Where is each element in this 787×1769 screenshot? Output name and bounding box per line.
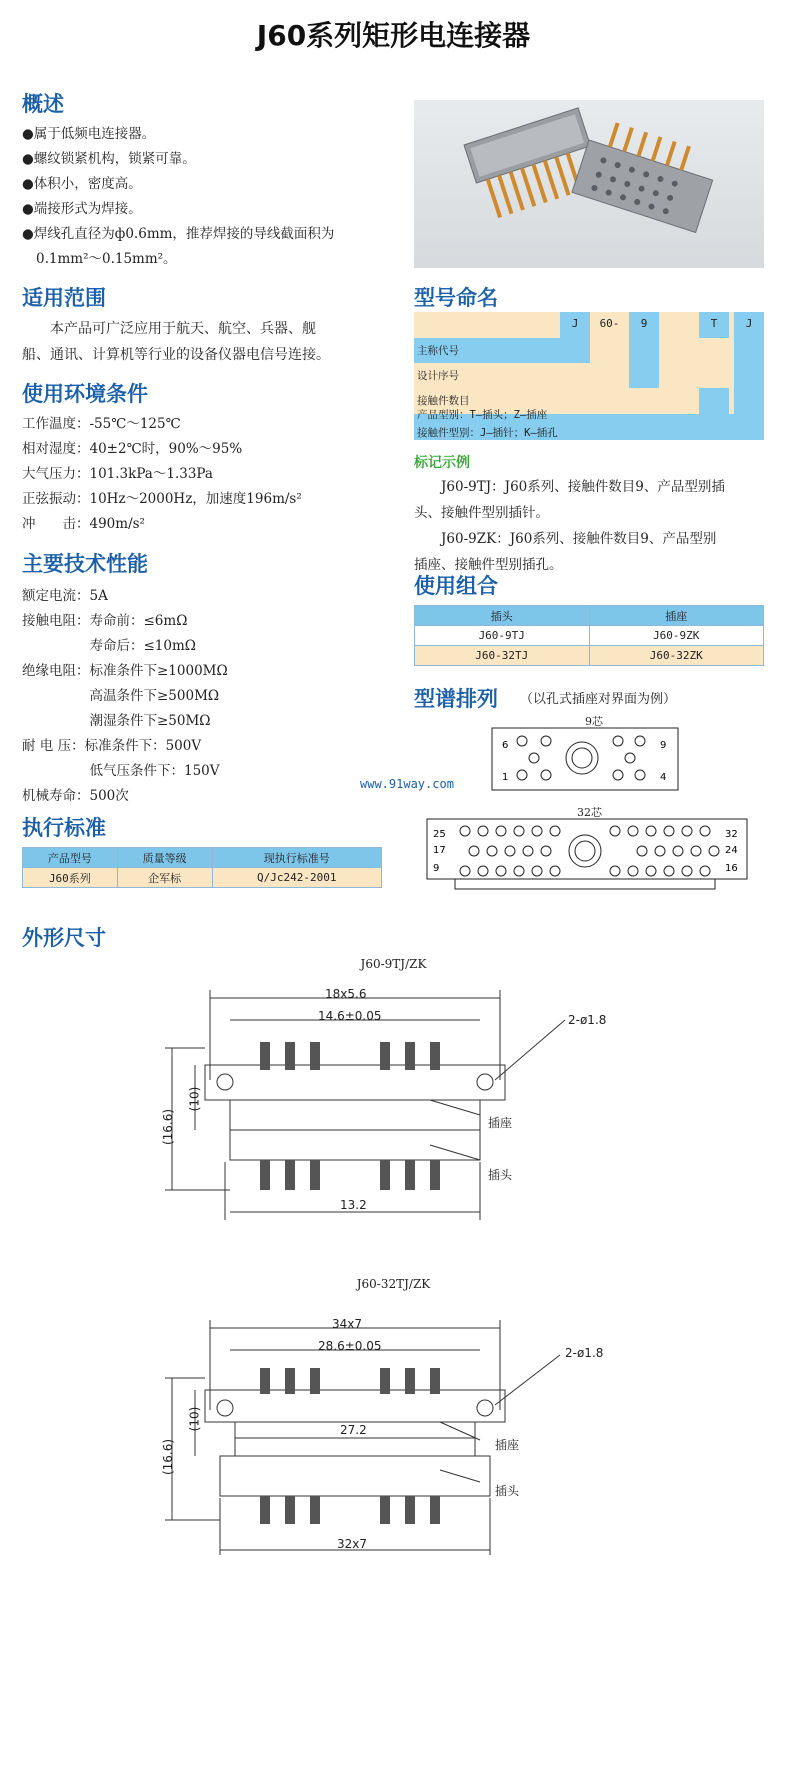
connector-photo-illustration: [414, 100, 764, 268]
pin-hole: [496, 826, 506, 836]
pin-hole: [478, 866, 488, 876]
pin-hole: [550, 826, 560, 836]
example-text: [414, 474, 784, 578]
environment-list: [22, 412, 402, 537]
pin-hole: [664, 826, 674, 836]
pin-hole: [673, 846, 683, 856]
list-item: 正弦振动：10Hz～2000Hz，加速度196m/s²: [22, 491, 302, 507]
svg-text:25: 25: [433, 829, 446, 840]
list-item: 高温条件下≥500MΩ: [22, 688, 220, 704]
pin-hole: [646, 866, 656, 876]
table-cell: J60-32ZK: [589, 646, 764, 666]
list-item: 接触电阻：寿命前：≤6mΩ: [22, 613, 188, 629]
pin-hole: [700, 826, 710, 836]
svg-text:9: 9: [660, 740, 667, 751]
pin-hole: [532, 826, 542, 836]
table-cell: 企军标: [117, 868, 212, 888]
table-cell: J60系列: [23, 868, 118, 888]
table-cell: J60-9TJ: [415, 626, 590, 646]
example-heading: 标记示例: [414, 455, 470, 471]
layout-9-diagram: [490, 726, 680, 792]
naming-code: 9: [640, 317, 648, 330]
naming-code: 60-: [599, 317, 620, 330]
dim2-h2: (16.6): [161, 1438, 176, 1476]
pin-hole: [550, 866, 560, 876]
scope-text: [22, 316, 402, 368]
pin-hole: [628, 866, 638, 876]
layout-label-32: 32芯: [577, 806, 602, 819]
list-item: 冲 击：490m/s²: [22, 516, 145, 532]
pin-hole: [682, 826, 692, 836]
pin-hole: [709, 846, 719, 856]
layout-label-9: 9芯: [585, 715, 603, 728]
scope-heading: 适用范围: [22, 286, 106, 310]
pin-hole: [610, 866, 620, 876]
pin-hole: [496, 866, 506, 876]
pin-hole: [514, 826, 524, 836]
dim1-socket-label: 插座: [488, 1116, 513, 1130]
list-item: 大气压力：101.3kPa～1.33Pa: [22, 466, 213, 482]
svg-text:16: 16: [725, 863, 738, 874]
overview-list: [22, 122, 402, 272]
pin-hole: [646, 826, 656, 836]
list-item: 0.1mm²～0.15mm²。: [36, 251, 177, 267]
example-line: J60-9TJ：J60系列、接触件数目9、产品型别插: [414, 479, 725, 495]
list-item: ●端接形式为焊接。: [22, 201, 142, 217]
pin-hole: [478, 826, 488, 836]
dimensions-heading: 外形尺寸: [22, 926, 106, 950]
list-item: ●焊线孔直径为ф0.6mm，推荐焊接的导线截面积为: [22, 226, 335, 242]
list-item: 低气压条件下：150V: [22, 763, 220, 779]
list-item: 寿命后：≤10mΩ: [22, 638, 196, 654]
naming-heading: 型号命名: [414, 286, 498, 310]
example-line: J60-9ZK：J60系列、接触件数目9、产品型别: [414, 531, 717, 547]
list-item: 绝缘电阻：标准条件下≥1000MΩ: [22, 663, 228, 679]
pin-hole: [691, 846, 701, 856]
layout-32-diagram: [425, 817, 755, 892]
dim2-socket-label: 插座: [495, 1438, 520, 1452]
table-cell: J60-32TJ: [415, 646, 590, 666]
naming-code: T: [710, 317, 718, 330]
naming-diagram: [414, 312, 764, 440]
table-header: 插头: [415, 606, 590, 626]
dim1-h1: (10): [187, 1086, 202, 1112]
example-line: 插座、接触件型别插孔。: [414, 557, 563, 573]
pin-hole: [637, 846, 647, 856]
table-cell: Q/Jc242-2001: [212, 868, 382, 888]
list-item: 耐 电 压：标准条件下：500V: [22, 738, 202, 754]
watermark: www.91way.com: [360, 777, 454, 791]
dim2-plug-label: 插头: [495, 1484, 520, 1498]
table-header: 插座: [589, 606, 764, 626]
dim1-caption: J60-9TJ/ZK: [360, 957, 427, 971]
table-header: 质量等级: [117, 848, 212, 868]
dim2-width: 34x7: [332, 1317, 363, 1331]
table-cell: J60-9ZK: [589, 626, 764, 646]
page-title: J60系列矩形电连接器: [256, 19, 531, 52]
combo-table: [414, 605, 764, 666]
layout-heading: 型谱排列: [414, 687, 498, 711]
list-item: ●属于低频电连接器。: [22, 126, 156, 142]
svg-text:4: 4: [660, 772, 667, 783]
svg-text:32: 32: [725, 829, 738, 840]
dim2-h1: (10): [187, 1406, 202, 1432]
pin-hole: [664, 866, 674, 876]
dim1-holes: 2-ø1.8: [568, 1013, 607, 1027]
example-line: 头、接触件型别插针。: [414, 505, 549, 521]
naming-label: 主称代号: [417, 345, 459, 357]
pin-hole: [532, 866, 542, 876]
pin-hole: [487, 846, 497, 856]
naming-label: 产品型别：T—插头；Z—插座: [417, 409, 548, 421]
pin-hole: [610, 826, 620, 836]
dim1-width: 18x5.6: [325, 987, 367, 1001]
product-photo: [414, 100, 764, 268]
naming-label: 接触件型别：J—插针；K—插孔: [417, 427, 558, 439]
pin-hole: [628, 826, 638, 836]
overview-heading: 概述: [22, 92, 64, 116]
list-item: ●螺纹锁紧机构，锁紧可靠。: [22, 151, 196, 167]
pin-hole: [460, 826, 470, 836]
svg-text:1: 1: [502, 772, 509, 783]
dim2-caption: J60-32TJ/ZK: [356, 1277, 431, 1291]
scope-line: 船、通讯、计算机等行业的设备仪器电信号连接。: [22, 347, 330, 363]
naming-code: J: [745, 317, 753, 330]
naming-label: 接触件数目: [417, 395, 470, 407]
dim2-holes: 2-ø1.8: [565, 1346, 604, 1360]
list-item: 额定电流：5A: [22, 588, 108, 604]
dim2-base: 32x7: [337, 1537, 368, 1551]
performance-list: [22, 584, 402, 809]
pin-hole: [541, 846, 551, 856]
list-item: 工作温度：-55℃～125℃: [22, 416, 181, 432]
svg-text:17: 17: [433, 845, 446, 856]
table-header: 现执行标准号: [212, 848, 382, 868]
layout-note: （以孔式插座对界面为例）: [520, 692, 677, 707]
dim1-plug-label: 插头: [488, 1168, 513, 1182]
dim1-base: 13.2: [340, 1198, 367, 1212]
pin-hole: [700, 866, 710, 876]
scope-line: 本产品可广泛应用于航天、航空、兵器、舰: [22, 321, 316, 337]
combo-heading: 使用组合: [414, 574, 498, 598]
svg-text:9: 9: [433, 863, 440, 874]
table-header: 产品型号: [23, 848, 118, 868]
environment-heading: 使用环境条件: [22, 382, 148, 406]
standard-table: [22, 847, 382, 888]
dim2-inner: 27.2: [340, 1423, 367, 1437]
performance-heading: 主要技术性能: [22, 552, 148, 576]
dim2-pitch: 28.6±0.05: [318, 1339, 382, 1353]
pin-hole: [523, 846, 533, 856]
svg-text:6: 6: [502, 740, 509, 751]
pin-hole: [505, 846, 515, 856]
pin-hole: [469, 846, 479, 856]
list-item: 相对湿度：40±2℃时，90%～95%: [22, 441, 243, 457]
dim1-h2: (16.6): [161, 1108, 176, 1146]
dim1-pitch: 14.6±0.05: [318, 1009, 382, 1023]
standard-heading: 执行标准: [22, 816, 106, 840]
list-item: 潮湿条件下≥50MΩ: [22, 713, 211, 729]
pin-hole: [682, 866, 692, 876]
naming-label: 设计序号: [417, 370, 459, 382]
pin-hole: [514, 866, 524, 876]
pin-hole: [655, 846, 665, 856]
naming-code: J: [571, 317, 579, 330]
svg-text:24: 24: [725, 845, 738, 856]
list-item: ●体积小，密度高。: [22, 176, 142, 192]
list-item: 机械寿命：500次: [22, 788, 129, 804]
pin-hole: [460, 866, 470, 876]
